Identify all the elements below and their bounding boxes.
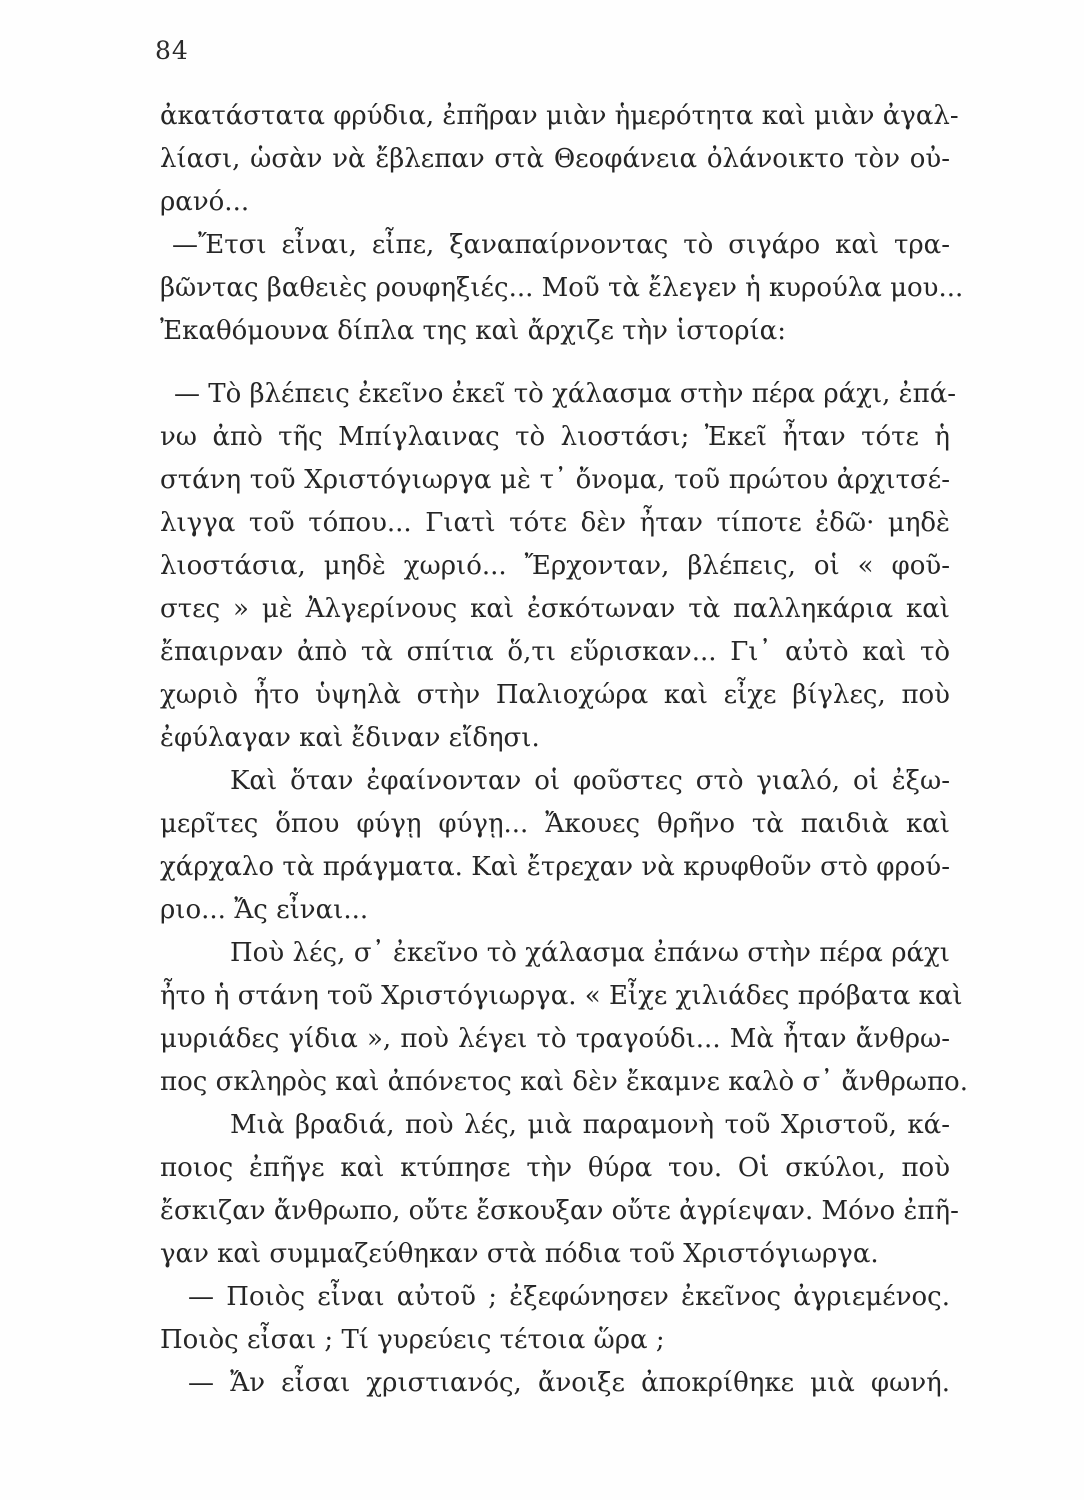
text-line: Ποὺ λές, σ᾿ ἐκεῖνο τὸ χάλασμα ἐπάνω στὴν πέρα ράχι (230, 938, 950, 968)
text-line: μερῖτες ὅπου φύγῃ φύγῃ... Ἄκουες θρῆνο τὰ παιδιὰ καὶ (160, 809, 950, 839)
text-line: στες » μὲ Ἀλγερίνους καὶ ἐσκότωναν τὰ παλληκάρια καὶ (160, 594, 950, 624)
page-number: 84 (155, 36, 189, 65)
text-line: ριο... Ἄς εἶναι... (160, 895, 369, 925)
text-line: ἔπαιρναν ἀπὸ τὰ σπίτια ὅ,τι εὕρισκαν... Γι᾿ αὐτὸ καὶ τὸ (160, 637, 950, 667)
text-line: χάρχαλο τὰ πράγματα. Καὶ ἔτρεχαν νὰ κρυφθοῦν στὸ φρού- (160, 852, 950, 882)
text-line: Μιὰ βραδιά, ποὺ λές, μιὰ παραμονὴ τοῦ Χριστοῦ, κά- (230, 1110, 950, 1140)
text-line: Ποιὸς εἶσαι ; Τί γυρεύεις τέτοια ὥρα ; (160, 1325, 665, 1355)
text-line: λιγγα τοῦ τόπου... Γιατὶ τότε δὲν ἦταν τίποτε ἐδῶ· μηδὲ (160, 508, 950, 538)
text-line: λιοστάσια, μηδὲ χωριό... Ἔρχονταν, βλέπεις, οἱ « φοῦ- (160, 551, 950, 581)
text-line: λίασι, ὡσὰν νὰ ἔβλεπαν στὰ Θεοφάνεια ὀλάνοικτο τὸν οὐ- (160, 144, 950, 174)
text-line: ἀκατάστατα φρύδια, ἐπῆραν μιὰν ἡμερότητα καὶ μιὰν ἀγαλ- (160, 101, 959, 131)
text-line: στάνη τοῦ Χριστόγιωργα μὲ τ᾿ ὄνομα, τοῦ πρώτου ἀρχιτσέ- (160, 465, 950, 495)
text-line: Καὶ ὅταν ἐφαίνονταν οἱ φοῦστες στὸ γιαλό, οἱ ἐξω- (230, 766, 950, 796)
text-line: νω ἀπὸ τῆς Μπίγλαινας τὸ λιοστάσι; Ἐκεῖ ἦταν τότε ἡ (160, 422, 950, 452)
text-line: χωριὸ ἦτο ὑψηλὰ στὴν Παλιοχώρα καὶ εἶχε βίγλες, ποὺ (160, 680, 950, 710)
text-line: ποιος ἐπῆγε καὶ κτύπησε τὴν θύρα του. Οἱ σκύλοι, ποὺ (160, 1153, 950, 1183)
text-line: — Τὸ βλέπεις ἐκεῖνο ἐκεῖ τὸ χάλασμα στὴν πέρα ράχι, ἐπά- (174, 379, 957, 409)
text-line: ἦτο ἡ στάνη τοῦ Χριστόγιωργα. « Εἶχε χιλιάδες πρόβατα καὶ (160, 981, 963, 1011)
text-line: — Ἄν εἶσαι χριστιανός, ἄνοιξε ἀποκρίθηκε μιὰ φωνή. (188, 1368, 950, 1398)
text-line: γαν καὶ συμμαζεύθηκαν στὰ πόδια τοῦ Χριστόγιωργα. (160, 1239, 879, 1269)
text-line: Ἐκαθόμουνα δίπλα της καὶ ἄρχιζε τὴν ἱστορία: (160, 316, 786, 346)
text-line: —Ἔτσι εἶναι, εἶπε, ξαναπαίρνοντας τὸ σιγάρο καὶ τρα- (172, 230, 950, 260)
text-line: — Ποιὸς εἶναι αὐτοῦ ; ἐξεφώνησεν ἐκεῖνος ἀγριεμένος. (188, 1282, 950, 1312)
text-line: ἐφύλαγαν καὶ ἔδιναν εἴδησι. (160, 723, 540, 753)
text-line: πος σκληρὸς καὶ ἀπόνετος καὶ δὲν ἔκαμνε καλὸ σ᾿ ἄνθρωπο. (160, 1067, 968, 1097)
text-line: ἔσκιζαν ἄνθρωπο, οὔτε ἔσκουξαν οὔτε ἀγρίεψαν. Μόνο ἐπῆ- (160, 1196, 959, 1226)
text-line: μυριάδες γίδια », ποὺ λέγει τὸ τραγούδι... Μὰ ἦταν ἄνθρω- (160, 1024, 950, 1054)
text-line: βῶντας βαθειὲς ρουφηξιές... Μοῦ τὰ ἔλεγεν ἡ κυρούλα μου... (160, 273, 964, 303)
text-line: ρανό... (160, 187, 250, 217)
